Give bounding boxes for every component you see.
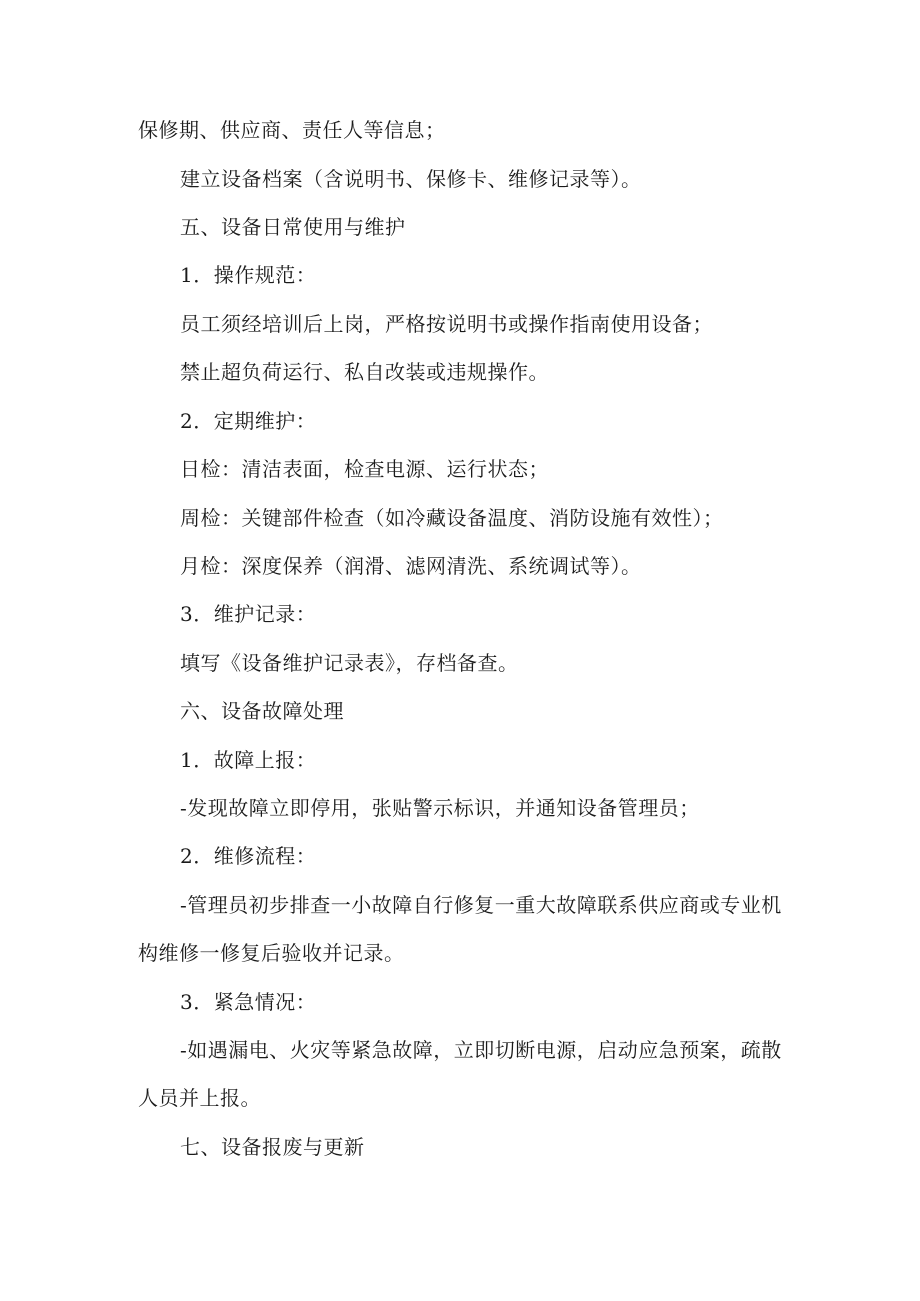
text-line: 人员并上报。: [138, 1086, 261, 1110]
text-line: 填写《设备维护记录表》，存档备查。: [180, 651, 519, 675]
subsection-heading: 3．维护记录：: [180, 602, 317, 626]
subsection-heading: 3．紧急情况：: [180, 990, 317, 1014]
text-line: 禁止超负荷运行、私自改装或违规操作。: [180, 360, 549, 384]
subsection-heading: 1．操作规范：: [180, 263, 317, 287]
text-line: 员工须经培训后上岗，严格按说明书或操作指南使用设备；: [180, 312, 713, 336]
text-line: 保修期、供应商、责任人等信息；: [138, 118, 446, 142]
subsection-heading: 1．故障上报：: [180, 748, 317, 772]
text-line: 周检：关键部件检查（如冷藏设备温度、消防设施有效性）；: [180, 506, 724, 530]
text-line: 月检：深度保养（润滑、滤网清洗、系统调试等）。: [180, 554, 642, 578]
section-heading: 六、设备故障处理: [180, 699, 344, 723]
text-line: 构维修一修复后验收并记录。: [138, 941, 405, 965]
text-line: -管理员初步排查一小故障自行修复一重大故障联系供应商或专业机: [180, 893, 782, 917]
text-line: 建立设备档案（含说明书、保修卡、维修记录等）。: [180, 167, 642, 191]
section-heading: 五、设备日常使用与维护: [180, 215, 406, 239]
subsection-heading: 2．定期维护：: [180, 409, 317, 433]
text-line: 日检：清洁表面，检查电源、运行状态；: [180, 457, 549, 481]
text-line: -发现故障立即停用，张贴警示标识，并通知设备管理员；: [180, 796, 700, 820]
subsection-heading: 2．维修流程：: [180, 844, 317, 868]
section-heading: 七、设备报废与更新: [180, 1135, 365, 1159]
text-line: -如遇漏电、火灾等紧急故障，立即切断电源，启动应急预案，疏散: [180, 1038, 782, 1062]
